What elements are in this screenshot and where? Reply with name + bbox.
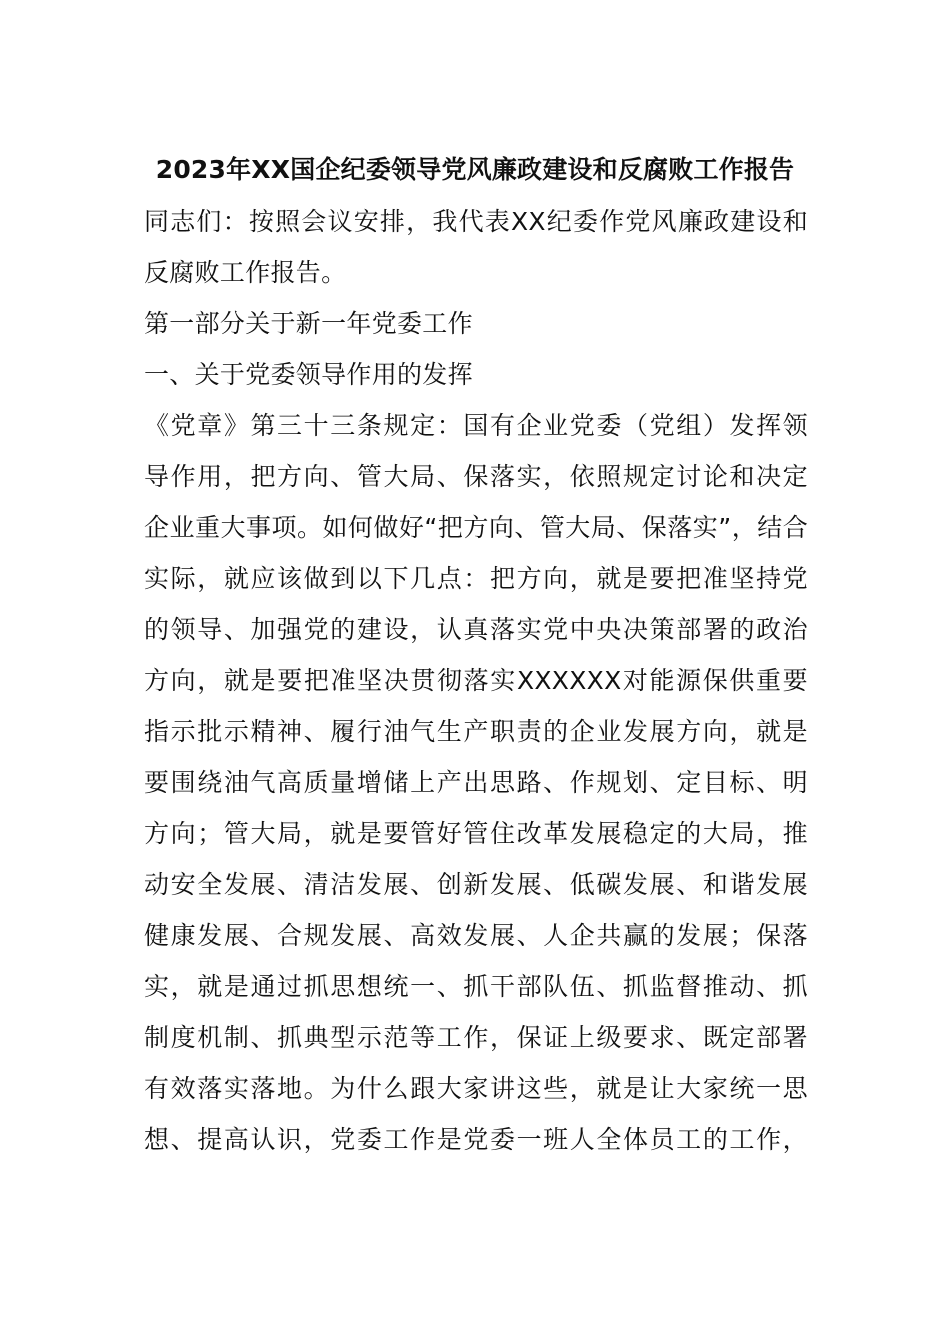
paragraph-line-6: 导作用，把方向、管大局、保落实，依照规定讨论和决定 (144, 462, 808, 491)
paragraph-line-14: 动安全发展、清洁发展、创新发展、低碳发展、和谐发展 (144, 870, 808, 899)
document-body (144, 196, 808, 1165)
subsection-heading: 一、关于党委领导作用的发挥 (144, 360, 473, 389)
section-heading: 第一部分关于新一年党委工作 (144, 309, 473, 338)
paragraph-line-12: 要围绕油气高质量增储上产出思路、作规划、定目标、明 (144, 768, 808, 797)
paragraph-line-15: 健康发展、合规发展、高效发展、人企共赢的发展；保落 (144, 921, 808, 950)
paragraph-line-1: 同志们：按照会议安排，我代表XX纪委作党风廉政建设和 (144, 207, 808, 236)
paragraph-line-10: 方向，就是要把准坚决贯彻落实XXXXXX对能源保供重要 (144, 666, 808, 695)
paragraph-line-11: 指示批示精神、履行油气生产职责的企业发展方向，就是 (144, 717, 808, 746)
document-title: 2023年XX国企纪委领导党风廉政建设和反腐败工作报告 (155, 155, 795, 184)
paragraph-line-2: 反腐败工作报告。 (144, 258, 347, 287)
paragraph-line-9: 的领导、加强党的建设，认真落实党中央决策部署的政治 (144, 615, 808, 644)
paragraph-line-8: 实际，就应该做到以下几点：把方向，就是要把准坚持党 (144, 564, 808, 593)
paragraph-line-7: 企业重大事项。如何做好“把方向、管大局、保落实”，结合 (144, 513, 808, 542)
paragraph-line-13: 方向；管大局，就是要管好管住改革发展稳定的大局，推 (144, 819, 808, 848)
paragraph-line-19: 想、提高认识，党委工作是党委一班人全体员工的工作， (144, 1125, 808, 1154)
paragraph-line-17: 制度机制、抓典型示范等工作，保证上级要求、既定部署 (144, 1023, 808, 1052)
paragraph-line-5: 《党章》第三十三条规定：国有企业党委（党组）发挥领 (144, 411, 808, 440)
paragraph-line-18: 有效落实落地。为什么跟大家讲这些，就是让大家统一思 (144, 1074, 808, 1103)
paragraph-line-16: 实，就是通过抓思想统一、抓干部队伍、抓监督推动、抓 (144, 972, 808, 1001)
